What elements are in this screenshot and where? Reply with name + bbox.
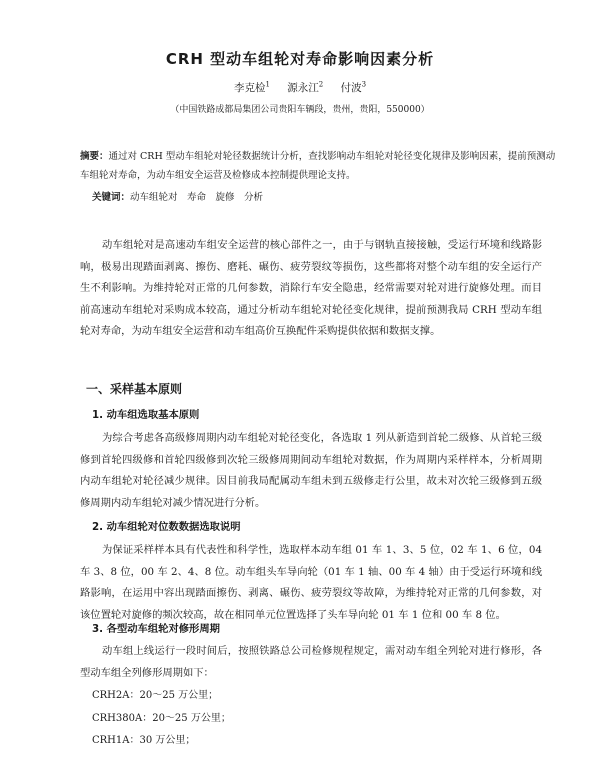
abstract	[80, 147, 560, 185]
subsection-3-heading: 3. 各型动车组轮对修形周期	[92, 623, 220, 635]
subsection-1-text: 为综合考虑各高级修周期内动车组轮对轮径变化，各选取 1 列从新造到首轮二级修、从首轮三级修到首轮四级修和首轮四级修到次轮三级修周期间动车组轮对数据，作为周期内采样样本，分析周期内动车组轮对轮径减少规律。因目前我局配属动车组未到五级修走行公里，故未对次轮三级修到五级修周期内动车组轮对减少情况进行分析。	[80, 432, 542, 509]
subsection-1-heading: 1. 动车组选取基本原则	[92, 409, 200, 421]
list-item: CRH380A：20～25 万公里；	[92, 713, 231, 724]
author-3: 付波$^3$	[340, 80, 367, 94]
page-title: CRH 型动车组轮对寿命影响因素分析	[165, 50, 435, 68]
keywords-label: 关键词：	[92, 192, 131, 203]
keywords	[92, 189, 562, 203]
subsection-3-text: 动车组上线运行一段时间后，按照铁路总公司检修规程规定，需对动车组全列轮对进行修形，各型动车组全列修形周期如下：	[80, 645, 542, 679]
author-1: 李克检$^1$	[233, 80, 270, 94]
subsection-2-heading: 2. 动车组轮对位数数据选取说明	[92, 521, 241, 533]
intro-paragraph: 动车组轮对是高速动车组安全运营的核心部件之一，由于与钢轨直接接触，受运行环境和线路影响，极易出现踏面剥离、擦伤、磨耗、碾伤、疲劳裂纹等损伤，这些都将对整个动车组的安全运行产生不利影响。为维持轮对正常的几何参数，消除行车安全隐患，经常需要对轮对进行旋修处理。而目前高速动车组轮对采购成本较高，通过分析动车组轮对轮径变化规律，提前预测我局 CRH 型动车组轮对寿命，为动车组安全运营和动车组高价互换配件采购提供依据和数据支撑。	[80, 239, 542, 337]
keywords-text: 动车组轮对 寿命 旋修 分析	[130, 192, 264, 203]
author-list	[0, 80, 600, 95]
list-item: CRH1A：30 万公里；	[92, 735, 196, 746]
abstract-text: 通过对 CRH 型动车组轮对轮径数据统计分析，查找影响动车组轮对轮径变化规律及影响因素，提前预测动车组轮对寿命，为动车组安全运营及检修成本控制提供理论支持。	[80, 151, 556, 181]
list-item: CRH2A：20～25 万公里；	[92, 690, 219, 701]
subsection-2-text: 为保证采样样本具有代表性和科学性，选取样本动车组 01 车 1、3、5 位，02 车 1、6 位，04 车 3、8 位，00 车 2、4、8 位。动车组头车导向轮（01 车 1 轴、00 车 4 轴）由于受运行环境和线路影响，在运用中容出现踏面擦伤、剥离、碾伤、疲劳裂纹等故障，为维持轮对正常的几何参数，对该位置轮对旋修的频次较高，故在相同单元位置选择了头车导向轮 01 车 1 位和 00 车 8 位。	[80, 544, 542, 621]
affiliation: （中国铁路成都局集团公司贵阳车辆段，贵州，贵阳，550000）	[170, 105, 430, 115]
abstract-label: 摘要：	[80, 151, 109, 162]
author-2: 源永江$^2$	[287, 80, 324, 94]
section-1-heading: 一、采样基本原则	[86, 382, 183, 396]
